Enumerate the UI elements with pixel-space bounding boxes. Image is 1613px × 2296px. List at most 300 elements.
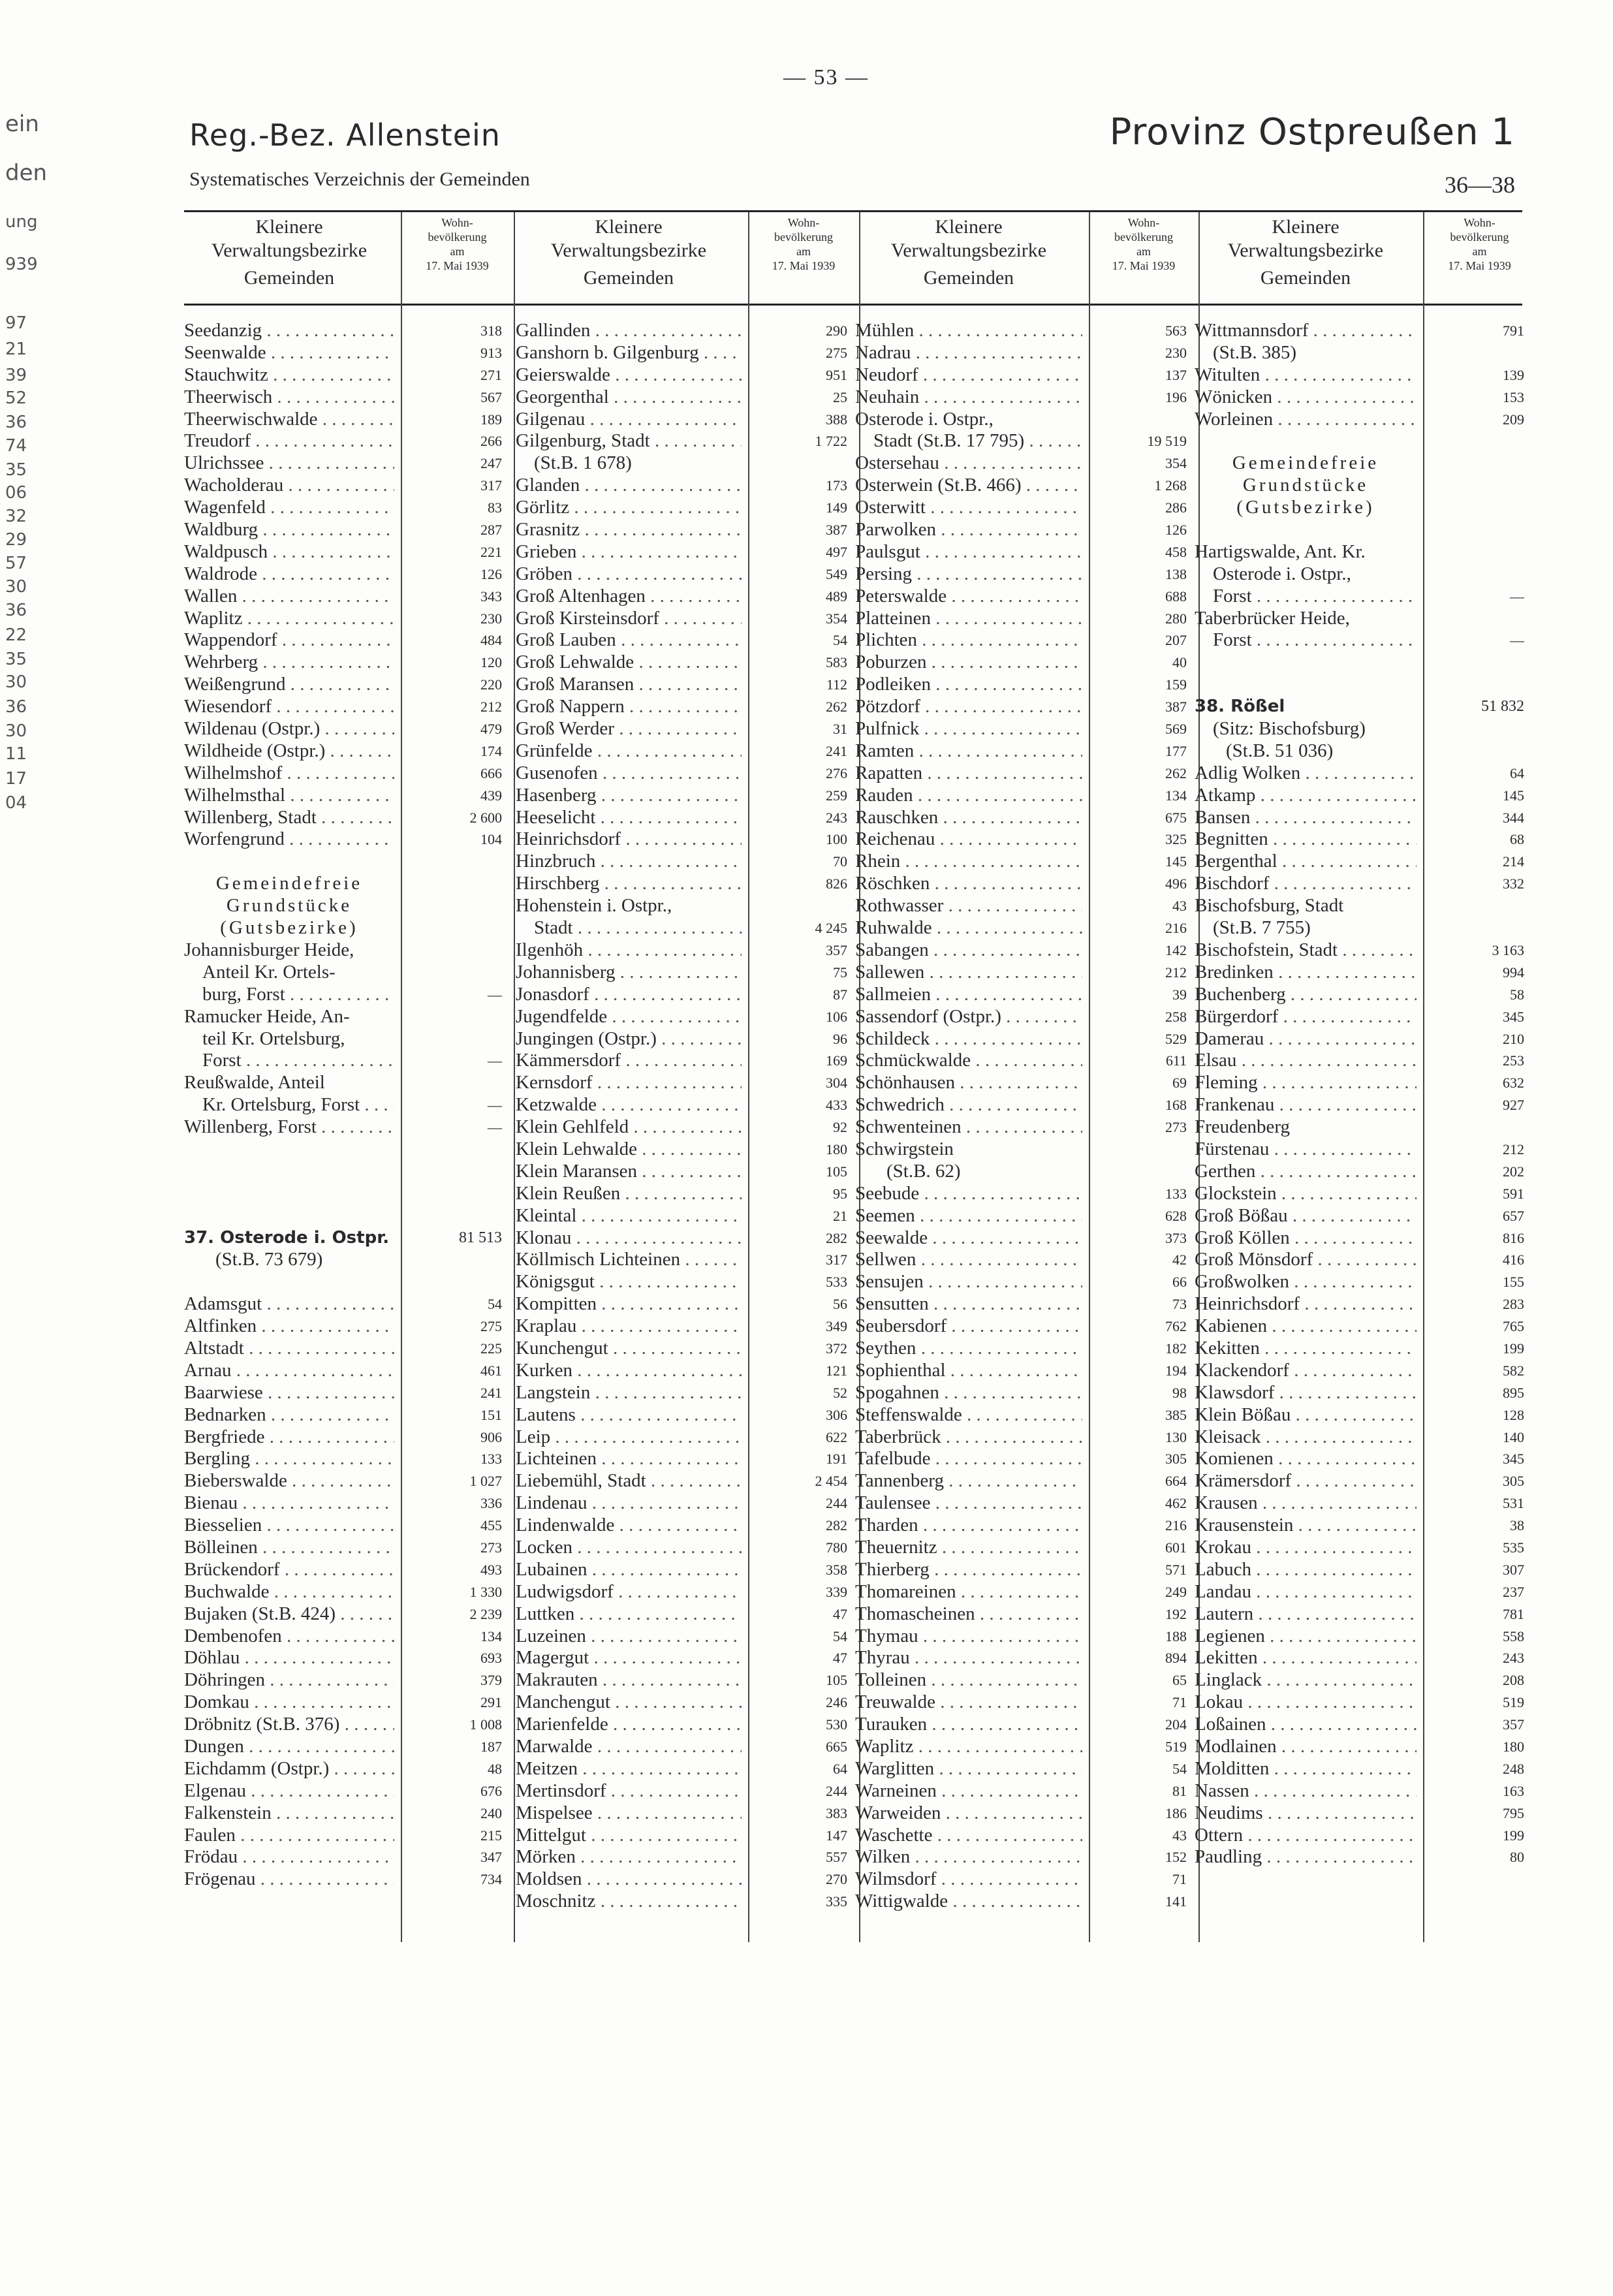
municipality-name: Brückendorf . . . — [184, 1559, 394, 1581]
municipality-row — [516, 1470, 854, 1492]
population-value: 214 — [1499, 851, 1524, 873]
population-value: 40 — [1168, 652, 1187, 674]
section-heading-text: (Gutsbezirke) — [1236, 497, 1375, 518]
municipality-row — [184, 1492, 509, 1515]
spacer-row — [184, 1183, 509, 1205]
population-value: 307 — [1499, 1559, 1524, 1581]
municipality-name: Schwirgstein — [855, 1138, 954, 1159]
population-value: 173 — [822, 475, 847, 497]
municipality-row — [184, 475, 509, 497]
header-bottom-rule — [184, 304, 1522, 306]
population-value: 126 — [1161, 519, 1187, 541]
population-value: 273 — [477, 1537, 502, 1559]
municipality-row — [855, 763, 1193, 785]
population-value: 128 — [1499, 1404, 1524, 1426]
municipality-name: Worfengrund . . . — [184, 828, 394, 851]
municipality-name: Bürgerdorf . . . — [1195, 1006, 1417, 1028]
municipality-row — [516, 1360, 854, 1382]
municipality-row — [184, 1758, 509, 1780]
municipality-column — [855, 320, 1193, 1913]
municipality-row — [184, 1404, 509, 1426]
municipality-name: Groß Köllen . . . — [1195, 1227, 1417, 1250]
municipality-name: Seebude . . . — [855, 1183, 1082, 1205]
municipality-name: Wagenfeld . . . — [184, 497, 394, 519]
population-value: 385 — [1161, 1404, 1187, 1426]
municipality-column — [1195, 320, 1531, 1868]
municipality-row — [184, 1360, 509, 1382]
population-value: 159 — [1161, 674, 1187, 696]
population-value: 139 — [1499, 364, 1524, 386]
municipality-row — [516, 1647, 854, 1669]
municipality-row — [184, 1382, 509, 1404]
municipality-row — [184, 1603, 509, 1626]
population-value: — — [484, 1050, 502, 1072]
municipality-name: Klein Bößau . . . — [1195, 1404, 1417, 1426]
municipality-row — [516, 696, 854, 718]
municipality-name: Klein Reußen . . . — [516, 1183, 742, 1205]
municipality-row — [1195, 1647, 1531, 1669]
population-value: 343 — [477, 586, 502, 608]
population-value: 339 — [822, 1581, 847, 1603]
population-value: 496 — [1161, 873, 1187, 895]
municipality-name: Theerwisch . . . — [184, 386, 394, 409]
municipality-name: Begnitten . . . — [1195, 828, 1417, 851]
population-value: 98 — [1168, 1382, 1187, 1404]
municipality-name: Willenberg, Forst . . . — [184, 1116, 394, 1139]
municipality-row — [516, 1227, 854, 1250]
municipality-row — [184, 1028, 509, 1050]
population-value: 439 — [477, 785, 502, 807]
municipality-name: Warneinen . . . — [855, 1780, 1082, 1802]
spacer-row — [1195, 519, 1531, 541]
population-value: 240 — [477, 1802, 502, 1825]
municipality-row — [1195, 342, 1531, 364]
municipality-column — [184, 320, 509, 1891]
municipality-column — [516, 320, 854, 1913]
population-value: 557 — [822, 1846, 847, 1868]
municipality-row — [1195, 1736, 1531, 1758]
column-header-population — [751, 215, 856, 273]
municipality-row — [184, 807, 509, 829]
column-header-pop-line: 17. Mai 1939 — [1448, 259, 1511, 272]
municipality-name: Langstein . . . — [516, 1382, 742, 1404]
municipality-name: Kunchengut . . . — [516, 1338, 742, 1360]
population-value: 142 — [1161, 939, 1187, 962]
municipality-name: Tannenberg . . . — [855, 1470, 1082, 1492]
municipality-row — [184, 1470, 509, 1492]
municipality-row — [855, 1470, 1193, 1492]
municipality-name: Thyrau . . . — [855, 1647, 1082, 1669]
municipality-row — [1195, 1271, 1531, 1293]
margin-fragment: 74 — [5, 436, 27, 456]
municipality-row — [516, 1205, 854, 1227]
population-value: 121 — [822, 1360, 847, 1382]
municipality-row — [855, 873, 1193, 895]
municipality-name: Kompitten . . . — [516, 1293, 742, 1315]
margin-fragment: 35 — [5, 460, 27, 480]
population-value: 567 — [477, 386, 502, 409]
population-value: 895 — [1499, 1382, 1524, 1404]
margin-fragment: ein — [5, 111, 39, 137]
population-value: 169 — [822, 1050, 847, 1072]
municipality-name: Komienen . . . — [1195, 1448, 1417, 1470]
municipality-row — [184, 1647, 509, 1669]
municipality-row — [855, 342, 1193, 364]
municipality-row — [516, 409, 854, 431]
municipality-name: Jonasdorf . . . — [516, 984, 742, 1006]
population-value: 275 — [477, 1315, 502, 1338]
population-value: 73 — [1168, 1293, 1187, 1315]
population-value: 458 — [1161, 541, 1187, 563]
district-row — [1195, 696, 1531, 718]
population-value: 51 832 — [1477, 696, 1524, 718]
municipality-row — [516, 497, 854, 519]
municipality-name: Klackendorf . . . — [1195, 1360, 1417, 1382]
population-value: 199 — [1499, 1825, 1524, 1847]
population-value: 54 — [829, 629, 847, 652]
municipality-name: Rhein . . . — [855, 851, 1082, 873]
population-value: 247 — [477, 452, 502, 475]
municipality-row — [1195, 1537, 1531, 1559]
municipality-name: Johannisberg . . . — [516, 962, 742, 984]
municipality-row — [184, 785, 509, 807]
municipality-row — [184, 1691, 509, 1714]
population-value: 68 — [1506, 828, 1524, 851]
municipality-name: (Sitz: Bischofsburg) — [1213, 718, 1366, 740]
municipality-name: Biesselien . . . — [184, 1515, 394, 1537]
municipality-name: Schildeck . . . — [855, 1028, 1082, 1050]
municipality-name: Gilgenburg, Stadt . . . — [516, 430, 742, 452]
municipality-name: Klawsdorf . . . — [1195, 1382, 1417, 1404]
municipality-row — [516, 1338, 854, 1360]
population-value: 1 008 — [466, 1714, 503, 1736]
municipality-name: Podleiken . . . — [855, 674, 1082, 696]
municipality-row — [184, 497, 509, 519]
population-value: 83 — [484, 497, 502, 519]
population-value: 373 — [1161, 1227, 1187, 1250]
municipality-name: Freudenberg — [1195, 1116, 1291, 1138]
municipality-name: Groß Mönsdorf . . . — [1195, 1249, 1417, 1271]
municipality-row — [516, 1537, 854, 1559]
municipality-name: Kraplau . . . — [516, 1315, 742, 1338]
municipality-row — [1195, 608, 1531, 630]
municipality-name: Reichenau . . . — [855, 828, 1082, 851]
municipality-row — [516, 718, 854, 740]
municipality-row — [1195, 718, 1531, 740]
population-value: 455 — [477, 1515, 502, 1537]
municipality-row — [1195, 1559, 1531, 1581]
column-header-pop-line: am — [450, 245, 465, 258]
municipality-name: Bergling . . . — [184, 1448, 394, 1470]
population-value: 106 — [822, 1006, 847, 1028]
municipality-name: Eichdamm (Ostpr.) . . . — [184, 1758, 394, 1780]
municipality-name: Wacholderau . . . — [184, 475, 394, 497]
municipality-name: Neudorf . . . — [855, 364, 1082, 386]
municipality-row — [184, 1338, 509, 1360]
municipality-row — [1195, 1183, 1531, 1205]
municipality-row — [516, 1028, 854, 1050]
population-value: 1 722 — [811, 430, 848, 452]
column-header-pop-line: 17. Mai 1939 — [772, 259, 836, 272]
population-value: 676 — [477, 1780, 502, 1802]
municipality-name: Thomareinen . . . — [855, 1581, 1082, 1603]
municipality-row — [1195, 1315, 1531, 1338]
municipality-name: Luzeinen . . . — [516, 1626, 742, 1648]
municipality-row — [184, 1094, 509, 1116]
municipality-row — [855, 1161, 1193, 1183]
municipality-row — [855, 1515, 1193, 1537]
municipality-row — [184, 984, 509, 1006]
population-value: 81 513 — [455, 1227, 502, 1250]
municipality-row — [855, 1537, 1193, 1559]
municipality-row — [1195, 1072, 1531, 1094]
population-value: 591 — [1499, 1183, 1524, 1205]
municipality-row — [184, 1581, 509, 1603]
municipality-row — [516, 1050, 854, 1072]
municipality-name: (St.B. 7 755) — [1213, 917, 1311, 939]
column-header-name — [184, 215, 394, 290]
municipality-row — [855, 1072, 1193, 1094]
population-value: 208 — [1499, 1669, 1524, 1691]
municipality-name: Bredinken . . . — [1195, 962, 1417, 984]
municipality-row — [855, 452, 1193, 475]
municipality-row — [855, 1249, 1193, 1271]
municipality-name: Wehrberg . . . — [184, 652, 394, 674]
municipality-row — [184, 1736, 509, 1758]
population-value: 347 — [477, 1846, 502, 1868]
population-value: — — [1506, 586, 1524, 608]
municipality-row — [1195, 1249, 1531, 1271]
municipality-name: Frankenau . . . — [1195, 1094, 1417, 1116]
section-heading — [1195, 452, 1531, 475]
municipality-row — [855, 828, 1193, 851]
municipality-name: Fürstenau . . . — [1195, 1139, 1417, 1161]
municipality-row — [184, 1868, 509, 1891]
municipality-row — [855, 497, 1193, 519]
municipality-name: Neudims . . . — [1195, 1802, 1417, 1825]
population-value: 563 — [1161, 320, 1187, 342]
municipality-name: Wittigwalde . . . — [855, 1891, 1082, 1913]
margin-fragment: 30 — [5, 721, 27, 741]
population-value: 95 — [829, 1183, 847, 1205]
population-value: 493 — [477, 1559, 502, 1581]
municipality-row — [516, 1780, 854, 1802]
margin-fragment: 57 — [5, 554, 27, 573]
municipality-name: Persing . . . — [855, 563, 1082, 586]
municipality-name: Worleinen . . . — [1195, 409, 1417, 431]
population-value: 3 163 — [1488, 939, 1525, 962]
municipality-name: Waldrode . . . — [184, 563, 394, 586]
municipality-name: Bischofstein, Stadt . . . — [1195, 939, 1417, 962]
header-top-rule — [184, 210, 1522, 212]
municipality-row — [1195, 740, 1531, 763]
population-value: 2 454 — [811, 1470, 848, 1492]
municipality-row — [184, 364, 509, 386]
column-header-name — [855, 215, 1082, 290]
municipality-name: Osterwein (St.B. 466) . . . — [855, 475, 1082, 497]
population-value: 344 — [1499, 807, 1524, 829]
population-value: 134 — [477, 1626, 502, 1648]
municipality-name: Fleming . . . — [1195, 1072, 1417, 1094]
column-header-name — [516, 215, 742, 290]
margin-fragment: 97 — [5, 313, 27, 333]
municipality-name: Paulsgut . . . — [855, 541, 1082, 563]
spacer-row — [1195, 430, 1531, 452]
municipality-row — [1195, 895, 1531, 917]
population-value: 582 — [1499, 1360, 1524, 1382]
population-value: 180 — [1499, 1736, 1524, 1758]
municipality-row — [1195, 962, 1531, 984]
population-value: 354 — [1161, 452, 1187, 475]
municipality-row — [855, 1315, 1193, 1338]
municipality-row — [855, 1581, 1193, 1603]
population-value: 221 — [477, 541, 502, 563]
municipality-row — [855, 1205, 1193, 1227]
column-header-population — [403, 215, 511, 273]
population-value: 220 — [477, 674, 502, 696]
column-header-pop-line: bevölkerung — [1114, 230, 1173, 244]
population-value: 243 — [822, 807, 847, 829]
municipality-name: Wittmannsdorf . . . — [1195, 320, 1417, 342]
municipality-row — [516, 1492, 854, 1515]
municipality-row — [855, 939, 1193, 962]
municipality-name: Sabangen . . . — [855, 939, 1082, 962]
population-value: 951 — [822, 364, 847, 386]
municipality-row — [516, 342, 854, 364]
municipality-name: Stauchwitz . . . — [184, 364, 394, 386]
population-value: 433 — [822, 1094, 847, 1116]
column-header-pop-line: am — [1472, 245, 1487, 258]
population-value: 388 — [822, 409, 847, 431]
district-row — [184, 1227, 509, 1250]
municipality-name: Liebemühl, Stadt . . . — [516, 1470, 742, 1492]
population-value: 120 — [477, 652, 502, 674]
population-value: 387 — [1161, 696, 1187, 718]
municipality-name: Mertinsdorf . . . — [516, 1780, 742, 1802]
municipality-name: Sensutten . . . — [855, 1293, 1082, 1315]
municipality-row — [516, 984, 854, 1006]
municipality-row — [1195, 1758, 1531, 1780]
municipality-row — [1195, 1603, 1531, 1626]
municipality-row — [855, 1404, 1193, 1426]
municipality-row — [1195, 763, 1531, 785]
municipality-name: Platteinen . . . — [855, 608, 1082, 630]
municipality-row — [516, 1448, 854, 1470]
municipality-row — [855, 1050, 1193, 1072]
column-header-line: Verwaltungsbezirke — [211, 240, 368, 261]
municipality-row — [855, 785, 1193, 807]
municipality-row — [855, 851, 1193, 873]
municipality-name: Wildenau (Ostpr.) . . . — [184, 718, 394, 740]
population-value: 58 — [1506, 984, 1524, 1006]
municipality-name: Seubersdorf . . . — [855, 1315, 1082, 1338]
municipality-row — [1195, 984, 1531, 1006]
population-value: 571 — [1161, 1559, 1187, 1581]
municipality-row — [184, 763, 509, 785]
municipality-name: Moldsen . . . — [516, 1868, 742, 1891]
population-value: 894 — [1161, 1647, 1187, 1669]
municipality-name: Warweiden . . . — [855, 1802, 1082, 1825]
municipality-row — [184, 320, 509, 342]
municipality-row — [1195, 1028, 1531, 1050]
population-value: 19 519 — [1144, 430, 1187, 452]
municipality-name: Königsgut . . . — [516, 1271, 742, 1293]
municipality-name: Turauken . . . — [855, 1714, 1082, 1736]
population-value: 497 — [822, 541, 847, 563]
municipality-name: Anteil Kr. Ortels- — [202, 961, 336, 983]
municipality-name: Ramucker Heide, An- — [184, 1005, 350, 1027]
population-value: 212 — [1499, 1139, 1524, 1161]
municipality-name: Taberbrück . . . — [855, 1426, 1082, 1449]
margin-fragment: 32 — [5, 507, 27, 526]
population-value: 734 — [477, 1868, 502, 1891]
population-value: 305 — [1499, 1470, 1524, 1492]
population-value: 199 — [1499, 1338, 1524, 1360]
municipality-name: Bujaken (St.B. 424) . . . — [184, 1603, 394, 1626]
population-value: 202 — [1499, 1161, 1524, 1183]
municipality-name: Thierberg . . . — [855, 1559, 1082, 1581]
population-value: 241 — [477, 1382, 502, 1404]
municipality-name: Manchengut . . . — [516, 1691, 742, 1714]
municipality-row — [184, 1537, 509, 1559]
municipality-row — [516, 652, 854, 674]
municipality-row — [516, 1891, 854, 1913]
population-value: 47 — [829, 1603, 847, 1626]
municipality-name: Bölleinen . . . — [184, 1537, 394, 1559]
margin-fragment: 30 — [5, 577, 27, 597]
municipality-name: Grünfelde . . . — [516, 740, 742, 763]
municipality-name: Domkau . . . — [184, 1691, 394, 1714]
population-value: 358 — [822, 1559, 847, 1581]
municipality-row — [516, 1293, 854, 1315]
municipality-name: Mittelgut . . . — [516, 1825, 742, 1847]
municipality-row — [516, 1382, 854, 1404]
column-header-line: Verwaltungsbezirke — [1227, 240, 1384, 261]
municipality-row — [516, 1426, 854, 1449]
municipality-name: Treuwalde . . . — [855, 1691, 1082, 1714]
municipality-row — [516, 563, 854, 586]
municipality-name: Bednarken . . . — [184, 1404, 394, 1426]
population-value: 92 — [829, 1116, 847, 1139]
population-value: 461 — [477, 1360, 502, 1382]
municipality-row — [1195, 1492, 1531, 1515]
municipality-row — [855, 1028, 1193, 1050]
municipality-row — [516, 939, 854, 962]
municipality-name: Neuhain . . . — [855, 386, 1082, 409]
population-value: 317 — [822, 1249, 847, 1271]
municipality-name: Lichteinen . . . — [516, 1448, 742, 1470]
municipality-row — [1195, 939, 1531, 962]
population-value: 71 — [1168, 1691, 1187, 1714]
municipality-name: Nassen . . . — [1195, 1780, 1417, 1802]
municipality-row — [516, 1271, 854, 1293]
municipality-name: Jugendfelde . . . — [516, 1006, 742, 1028]
population-value: 38 — [1506, 1515, 1524, 1537]
municipality-row — [184, 629, 509, 652]
column-header-pop-line: am — [1136, 245, 1151, 258]
municipality-row — [516, 1825, 854, 1847]
municipality-row — [516, 1669, 854, 1691]
municipality-row — [1195, 1802, 1531, 1825]
page-number: — 53 — — [783, 65, 869, 89]
municipality-row — [184, 519, 509, 541]
municipality-name: Ketzwalde . . . — [516, 1094, 742, 1116]
municipality-name: Heinrichsdorf . . . — [516, 828, 742, 851]
population-value: 489 — [822, 586, 847, 608]
municipality-name: Waplitz . . . — [855, 1736, 1082, 1758]
municipality-name: Luttken . . . — [516, 1603, 742, 1626]
population-value: 762 — [1161, 1315, 1187, 1338]
